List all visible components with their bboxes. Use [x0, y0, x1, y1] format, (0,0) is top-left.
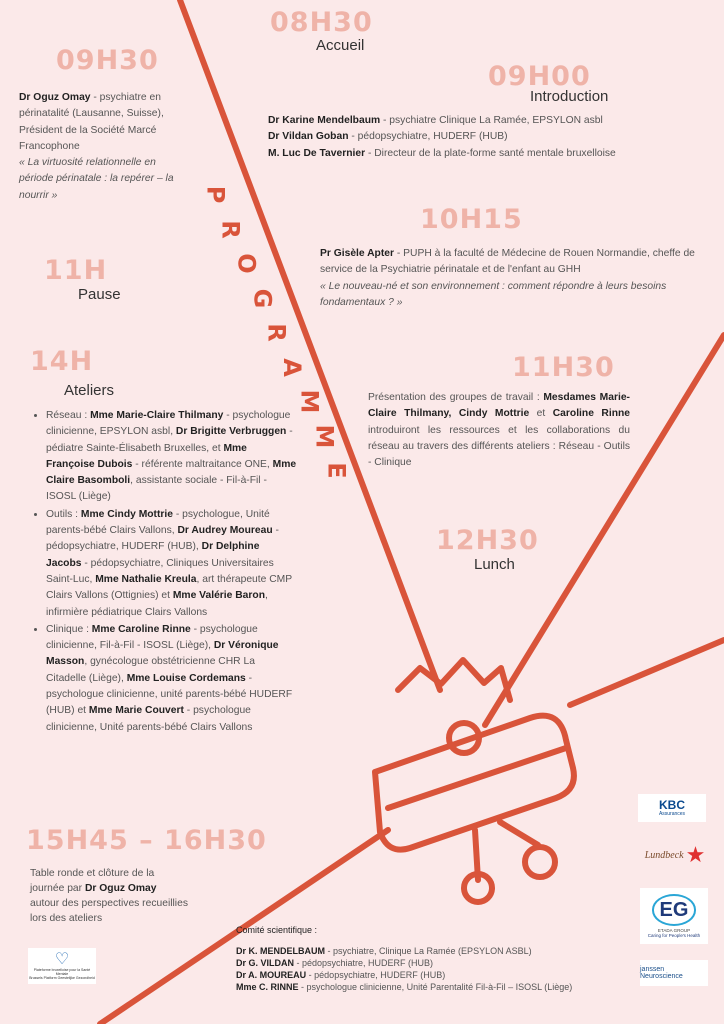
star-icon: ★	[685, 842, 706, 867]
committee-title: Comité scientifique :	[236, 925, 318, 935]
atelier-prefix: Outils :	[46, 508, 81, 520]
member-name: Dr A. MOUREAU	[236, 970, 307, 980]
participant-role: - psychologue clinicienne, Fil-à-Fil - ISOSL (Liège),	[46, 623, 258, 652]
wheel-right	[525, 847, 555, 877]
leg-right	[500, 822, 538, 845]
label-pause: Pause	[78, 286, 121, 303]
kbc-logo-text: KBC	[659, 798, 685, 812]
session-1015-text	[320, 246, 712, 311]
participant-role: - pédiatre Sainte-Élisabeth Bruxelles, et	[46, 426, 293, 454]
janssen-logo-text: janssen	[640, 966, 665, 973]
participant-name: Mme Louise Cordemans	[126, 672, 246, 684]
participant-name: Dr Véronique Masson	[46, 640, 279, 668]
closing-text: Table ronde et clôture de la journée par	[30, 868, 155, 894]
session-1130-text	[368, 390, 630, 471]
participant-role: , assistante sociale - Fil-à-Fil - ISOSL (Liège)	[46, 475, 267, 503]
bottom-right-line	[570, 640, 724, 705]
programme-letter: G	[247, 288, 276, 311]
participant-name: Mme Caroline Rinne	[91, 623, 191, 635]
speaker-name: Dr Oguz Omay	[19, 92, 91, 103]
programme-letter: E	[322, 462, 351, 482]
connector-text: et	[529, 408, 553, 420]
platform-logo-sub: Brussels Platform Geestelijke Gezondheid	[29, 976, 95, 980]
time-11: 11H	[44, 255, 108, 286]
ateliers-list	[32, 408, 297, 737]
speaker-role: - Directeur de la plate-forme santé mentale bruxelloise	[365, 147, 616, 159]
participant-role: - psychologue clinicienne, unité parents-bébé HUDERF (HUB) et	[46, 672, 293, 717]
speaker-line	[268, 146, 708, 162]
speaker-name: Caroline Rinne	[552, 408, 630, 420]
programme-letter: M	[310, 424, 339, 451]
time-0930: 09H30	[56, 45, 159, 76]
participant-role: , infirmière pédiatrique Clairs Vallons	[46, 590, 268, 618]
speaker-name: M. Luc De Tavernier	[268, 147, 366, 159]
programme-letter: A	[277, 357, 306, 380]
speaker-role: - psychiatre en périnatalité (Lausanne, Suisse), Président de la Société Marcé Francophone	[19, 92, 164, 152]
committee-block	[236, 924, 636, 993]
participant-role: - pédopsychiatre, HUDERF (HUB),	[46, 525, 279, 553]
atelier-prefix: Clinique :	[46, 623, 92, 635]
participant-name: Mme Nathalie Kreula	[95, 573, 197, 585]
speaker-line	[268, 113, 708, 129]
participant-role: - psychologue clinicienne, EPSYLON asbl,	[46, 410, 291, 438]
session-0930-text	[19, 90, 179, 204]
eg-logo-tagline: Caring for People's Health	[647, 933, 701, 938]
participant-role: - pédopsychiatre, Cliniques Universitaires Saint-Luc,	[46, 557, 274, 585]
member-role: - pédopsychiatre, HUDERF (HUB)	[294, 958, 434, 968]
committee-member	[236, 969, 636, 981]
talk-title: « Le nouveau-né et son environnement : comment répondre à leurs besoins fondamentaux ? »	[320, 280, 667, 308]
programme-letter: O	[233, 253, 262, 277]
speaker-line	[268, 129, 708, 145]
participant-role: , gynécologue obstétricienne CHR La Citadelle (Liège),	[46, 656, 255, 684]
intro-text: Présentation des groupes de travail :	[368, 392, 544, 403]
label-lunch: Lunch	[474, 556, 515, 573]
talk-title: « La virtuosité relationnelle en période périnatale : la repérer – la nourrir »	[19, 157, 174, 201]
participant-role: - référente maltraitance ONE,	[132, 458, 273, 470]
lundbeck-logo-text: Lundbeck	[644, 849, 684, 861]
time-1230: 12H30	[436, 525, 539, 556]
participant-role: - psychologue, Unité parents-bébé Clairs Vallons,	[46, 508, 270, 537]
speaker-name: Dr Oguz Omay	[84, 883, 157, 894]
member-role: - psychologue clinicienne, Unité Parentalité Fil-à-Fil – ISOSL (Liège)	[298, 982, 573, 992]
janssen-logo	[640, 960, 708, 986]
platform-logo-text: Plateforme bruxelloise pour la Santé Mentale	[33, 968, 91, 976]
heart-icon: ♡	[54, 951, 70, 968]
time-0830: 08H30	[270, 7, 373, 38]
speaker-name: Pr Gisèle Apter	[320, 248, 395, 259]
platform-logo	[28, 948, 96, 984]
canopy-zigzag	[398, 660, 510, 700]
participant-name: Mme Cindy Mottrie	[80, 508, 174, 520]
participant-name: Mme Marie-Claire Thilmany	[90, 410, 224, 421]
janssen-logo-sub: Neuroscience	[640, 973, 683, 980]
participant-role: , art thérapeute CMP Clairs Vallons (Ottignies) et	[46, 573, 292, 602]
atelier-item	[46, 507, 297, 621]
closing-text-2: autour des perspectives recueillies lors des ateliers	[30, 898, 188, 924]
member-name: Dr G. VILDAN	[236, 958, 295, 968]
participant-name: Dr Delphine Jacobs	[46, 541, 260, 569]
speaker-name: Dr Karine Mendelbaum	[268, 115, 381, 126]
participant-name: Mme Valérie Baron	[172, 590, 265, 602]
time-1130: 11H30	[512, 352, 615, 383]
member-name: Dr K. MENDELBAUM	[236, 946, 325, 956]
member-name: Mme C. RINNE	[236, 982, 299, 992]
participant-name: Mme Françoise Dubois	[46, 442, 247, 470]
time-0900: 09H00	[488, 61, 591, 92]
member-role: - psychiatre, Clinique La Ramée (EPSYLON ASBL)	[325, 946, 532, 956]
committee-member	[236, 981, 636, 993]
committee-member	[236, 945, 636, 957]
programme-letter: M	[295, 389, 324, 417]
lundbeck-logo	[640, 838, 710, 872]
atelier-prefix: Réseau :	[46, 410, 91, 421]
kbc-logo-sub: Assurances	[658, 811, 686, 817]
label-introduction: Introduction	[530, 88, 609, 105]
atelier-item	[46, 622, 297, 736]
time-14: 14H	[30, 346, 94, 377]
eg-logo-sub: ETADA GROUP	[657, 928, 691, 933]
time-1545: 15H45 – 16H30	[26, 825, 267, 856]
eg-logo	[640, 888, 708, 944]
speaker-role: - pédopsychiatre, HUDERF (HUB)	[348, 131, 508, 143]
programme-letter: R	[262, 323, 291, 345]
participant-name: Dr Audrey Moureau	[177, 525, 273, 537]
speaker-role: - PUPH à la faculté de Médecine de Rouen Normandie, cheffe de service de la Psychiatrie périnatale et de l'enfant au GHH	[320, 248, 695, 276]
participant-name: Dr Brigitte Verbruggen	[175, 426, 287, 438]
session-1545-text	[30, 866, 188, 926]
label-accueil: Accueil	[316, 37, 365, 54]
programme-letter: R	[216, 219, 245, 242]
member-role: - pédopsychiatre, HUDERF (HUB)	[306, 970, 446, 980]
eg-logo-text: EG	[652, 894, 697, 926]
session-0900-speakers	[268, 113, 708, 162]
kbc-logo	[638, 794, 706, 822]
time-1015: 10H15	[420, 204, 523, 235]
committee-member	[236, 957, 636, 969]
participant-name: Mme Claire Basomboli	[46, 458, 297, 487]
speaker-names: Mesdames Marie-Claire Thilmany, Cindy Mottrie	[368, 392, 630, 420]
programme-letter: P	[201, 185, 230, 207]
atelier-item	[46, 408, 297, 506]
participant-name: Mme Marie Couvert	[88, 705, 184, 717]
participant-role: - psychologue clinicienne, Unité parents-bébé Clairs Vallons	[46, 705, 253, 733]
speaker-role: - psychiatre Clinique La Ramée, EPSYLON asbl	[380, 115, 603, 126]
description-text: introduiront les ressources et les collaborations du réseau au travers des différents ateliers : Réseau - Outils - Clinique	[368, 424, 630, 469]
speaker-name: Dr Vildan Goban	[268, 131, 349, 143]
label-ateliers: Ateliers	[64, 382, 115, 399]
